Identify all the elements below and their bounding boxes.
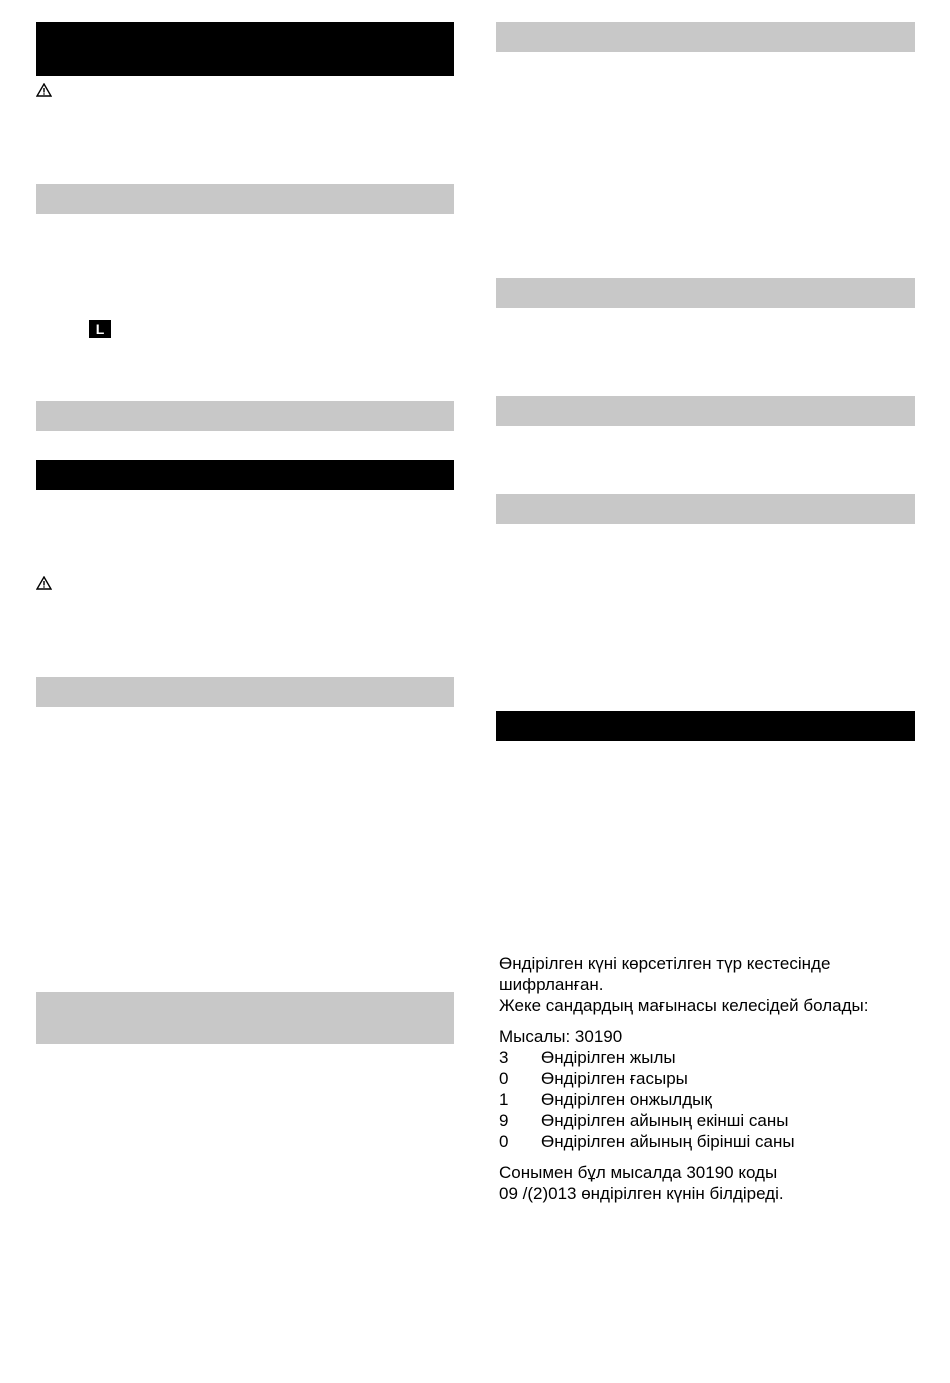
code-digit-meaning: Өндірілген ғасыры [541,1069,688,1088]
intro-text: Өндірілген күні көрсетілген түр кестесінде [499,954,831,973]
intro-text: Жеке сандардың мағынасы келесідей болады: [499,996,869,1015]
code-digit-row [499,1047,929,1068]
subsection-bar [36,677,454,707]
warning-icon [36,576,52,590]
subsection-bar [496,22,915,52]
date-code-explanation [499,953,929,1204]
code-digit: 0 [499,1132,509,1151]
code-digit-row [499,1110,929,1131]
code-digit: 3 [499,1048,509,1067]
subsection-bar [496,494,915,524]
label-badge: L [89,320,111,338]
subsection-bar [36,992,454,1044]
code-digit-meaning: Өндірілген айының бірінші саны [541,1132,795,1151]
code-digit-meaning: Өндірілген жылы [541,1048,676,1067]
code-digit: 9 [499,1111,509,1130]
subsection-bar [496,396,915,426]
example-text: Мысалы: 30190 [499,1027,623,1046]
subsection-bar [36,401,454,431]
summary-text: 09 /(2)013 өндірілген күнін білдіреді. [499,1184,784,1203]
code-digit-row [499,1131,929,1152]
code-digit-meaning: Өндірілген онжылдық [541,1090,712,1109]
code-digit-row [499,1068,929,1089]
summary-text: Сонымен бұл мысалда 30190 коды [499,1163,778,1182]
section-header-bar [36,460,454,490]
subsection-bar [36,184,454,214]
code-digit: 0 [499,1069,509,1088]
code-digit-row [499,1089,929,1110]
warning-icon [36,83,52,97]
code-digit: 1 [499,1090,509,1109]
section-header-bar [36,22,454,76]
section-header-bar [496,711,915,741]
code-digit-meaning: Өндірілген айының екінші саны [541,1111,789,1130]
intro-text: шифрланған. [499,975,604,994]
subsection-bar [496,278,915,308]
